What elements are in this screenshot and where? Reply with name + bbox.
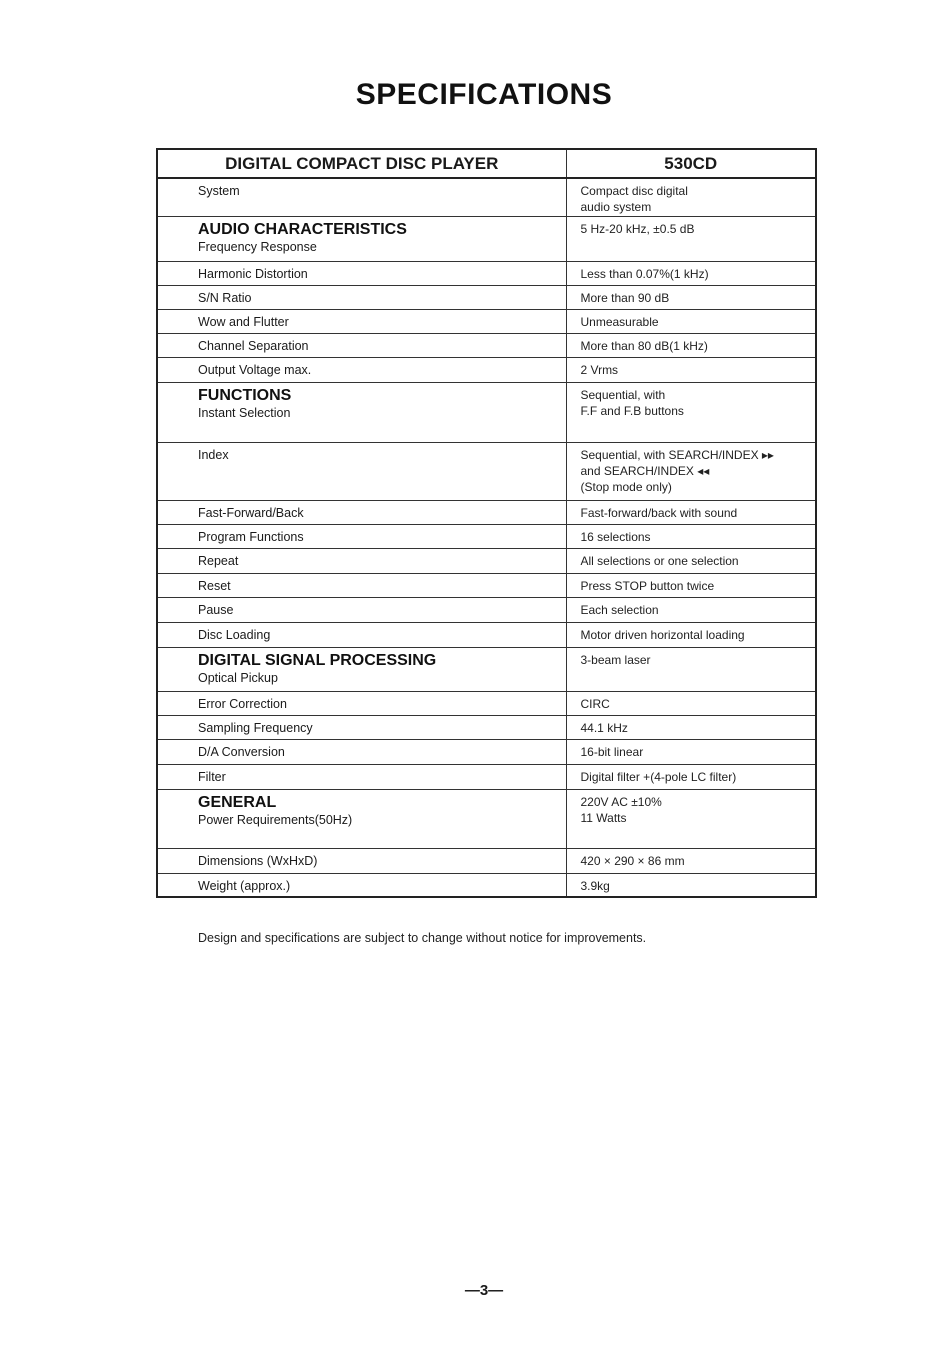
spec-label: Repeat: [198, 553, 239, 568]
spec-label-cell: [157, 715, 566, 739]
spec-label-cell: [157, 442, 566, 500]
specifications-table: [156, 148, 817, 898]
spec-label-cell: [157, 573, 566, 597]
spec-label: Harmonic Distortion: [198, 266, 308, 281]
spec-value: 16 selections: [566, 524, 816, 548]
spec-label: Optical Pickup: [198, 670, 278, 685]
spec-label-cell: [157, 691, 566, 715]
spec-row: [157, 573, 816, 597]
footnote: Design and specifications are subject to change without notice for improvements.: [198, 931, 647, 945]
spec-label-cell: [157, 764, 566, 789]
header-model: 530CD: [566, 149, 816, 178]
spec-row: [157, 333, 816, 357]
header-product-type: DIGITAL COMPACT DISC PLAYER: [157, 149, 566, 178]
spec-row: [157, 548, 816, 573]
spec-label: Power Requirements(50Hz): [198, 812, 353, 827]
spec-label: Index: [198, 447, 229, 462]
spec-row: [157, 789, 816, 848]
spec-value: Fast-forward/back with sound: [566, 500, 816, 524]
spec-row: [157, 357, 816, 382]
spec-row: [157, 848, 816, 873]
spec-label: Fast-Forward/Back: [198, 505, 304, 520]
spec-label-cell: [157, 309, 566, 333]
spec-label-cell: [157, 333, 566, 357]
spec-value: Each selection: [566, 597, 816, 622]
spec-row: [157, 178, 816, 216]
spec-value: 220V AC ±10% 11 Watts: [566, 789, 816, 848]
spec-row: [157, 764, 816, 789]
spec-row: [157, 873, 816, 897]
spec-label-cell: [157, 524, 566, 548]
spec-label-cell: [157, 548, 566, 573]
table-header-row: [157, 149, 816, 178]
spec-value: Less than 0.07%(1 kHz): [566, 261, 816, 285]
spec-row: [157, 309, 816, 333]
spec-row: [157, 285, 816, 309]
spec-label: Filter: [198, 769, 226, 784]
spec-label-cell: [157, 622, 566, 647]
spec-label-cell: [157, 789, 566, 848]
spec-label: Pause: [198, 602, 234, 617]
page-title: SPECIFICATIONS: [355, 78, 613, 111]
spec-label: Channel Separation: [198, 338, 309, 353]
spec-label-cell: [157, 597, 566, 622]
spec-value: 16-bit linear: [566, 739, 816, 764]
spec-row: [157, 691, 816, 715]
spec-label-cell: [157, 739, 566, 764]
spec-row: [157, 597, 816, 622]
spec-label-cell: [157, 873, 566, 897]
spec-row: [157, 524, 816, 548]
spec-row: [157, 622, 816, 647]
spec-label: Instant Selection: [198, 405, 291, 420]
spec-label-cell: [157, 500, 566, 524]
spec-label: Output Voltage max.: [198, 362, 312, 377]
spec-row: [157, 261, 816, 285]
spec-value: 3.9kg: [566, 873, 816, 897]
spec-label-cell: [157, 178, 566, 216]
spec-value: Unmeasurable: [566, 309, 816, 333]
spec-label: D/A Conversion: [198, 744, 285, 759]
spec-value: All selections or one selection: [566, 548, 816, 573]
spec-label: Reset: [198, 578, 231, 593]
section-heading: FUNCTIONS: [198, 386, 292, 404]
spec-value: More than 80 dB(1 kHz): [566, 333, 816, 357]
spec-value: 3-beam laser: [566, 647, 816, 691]
spec-label: Sampling Frequency: [198, 720, 313, 735]
spec-label-cell: [157, 261, 566, 285]
spec-label-cell: [157, 382, 566, 442]
spec-value: 2 Vrms: [566, 357, 816, 382]
spec-label-cell: [157, 216, 566, 261]
spec-label: Disc Loading: [198, 627, 271, 642]
spec-row: [157, 715, 816, 739]
spec-value: 420 × 290 × 86 mm: [566, 848, 816, 873]
spec-row: [157, 442, 816, 500]
spec-row: [157, 647, 816, 691]
spec-value: Digital filter +(4-pole LC filter): [566, 764, 816, 789]
spec-label: Error Correction: [198, 696, 287, 711]
spec-label-cell: [157, 647, 566, 691]
spec-label-cell: [157, 285, 566, 309]
spec-value: 44.1 kHz: [566, 715, 816, 739]
spec-value: More than 90 dB: [566, 285, 816, 309]
spec-label-cell: [157, 357, 566, 382]
spec-label: Wow and Flutter: [198, 314, 289, 329]
spec-label: Weight (approx.): [198, 878, 291, 893]
spec-row: [157, 382, 816, 442]
spec-value: CIRC: [566, 691, 816, 715]
spec-value: 5 Hz-20 kHz, ±0.5 dB: [566, 216, 816, 261]
spec-value: Compact disc digital audio system: [566, 178, 816, 216]
spec-label: S/N Ratio: [198, 290, 252, 305]
spec-row: [157, 739, 816, 764]
spec-label: Dimensions (WxHxD): [198, 853, 318, 868]
page-number: —3—: [464, 1282, 504, 1299]
spec-value: Sequential, with SEARCH/INDEX ▸▸ and SEARCH/INDEX ◂◂ (Stop mode only): [566, 442, 816, 500]
section-heading: DIGITAL SIGNAL PROCESSING: [198, 651, 437, 669]
spec-row: [157, 216, 816, 261]
spec-value: Motor driven horizontal loading: [566, 622, 816, 647]
section-heading: GENERAL: [198, 793, 277, 811]
spec-label: System: [198, 184, 240, 198]
spec-label: Program Functions: [198, 529, 304, 544]
spec-value: Sequential, with F.F and F.B buttons: [566, 382, 816, 442]
spec-label-cell: [157, 848, 566, 873]
spec-row: [157, 500, 816, 524]
spec-label: Frequency Response: [198, 239, 317, 254]
spec-value: Press STOP button twice: [566, 573, 816, 597]
section-heading: AUDIO CHARACTERISTICS: [198, 220, 407, 238]
